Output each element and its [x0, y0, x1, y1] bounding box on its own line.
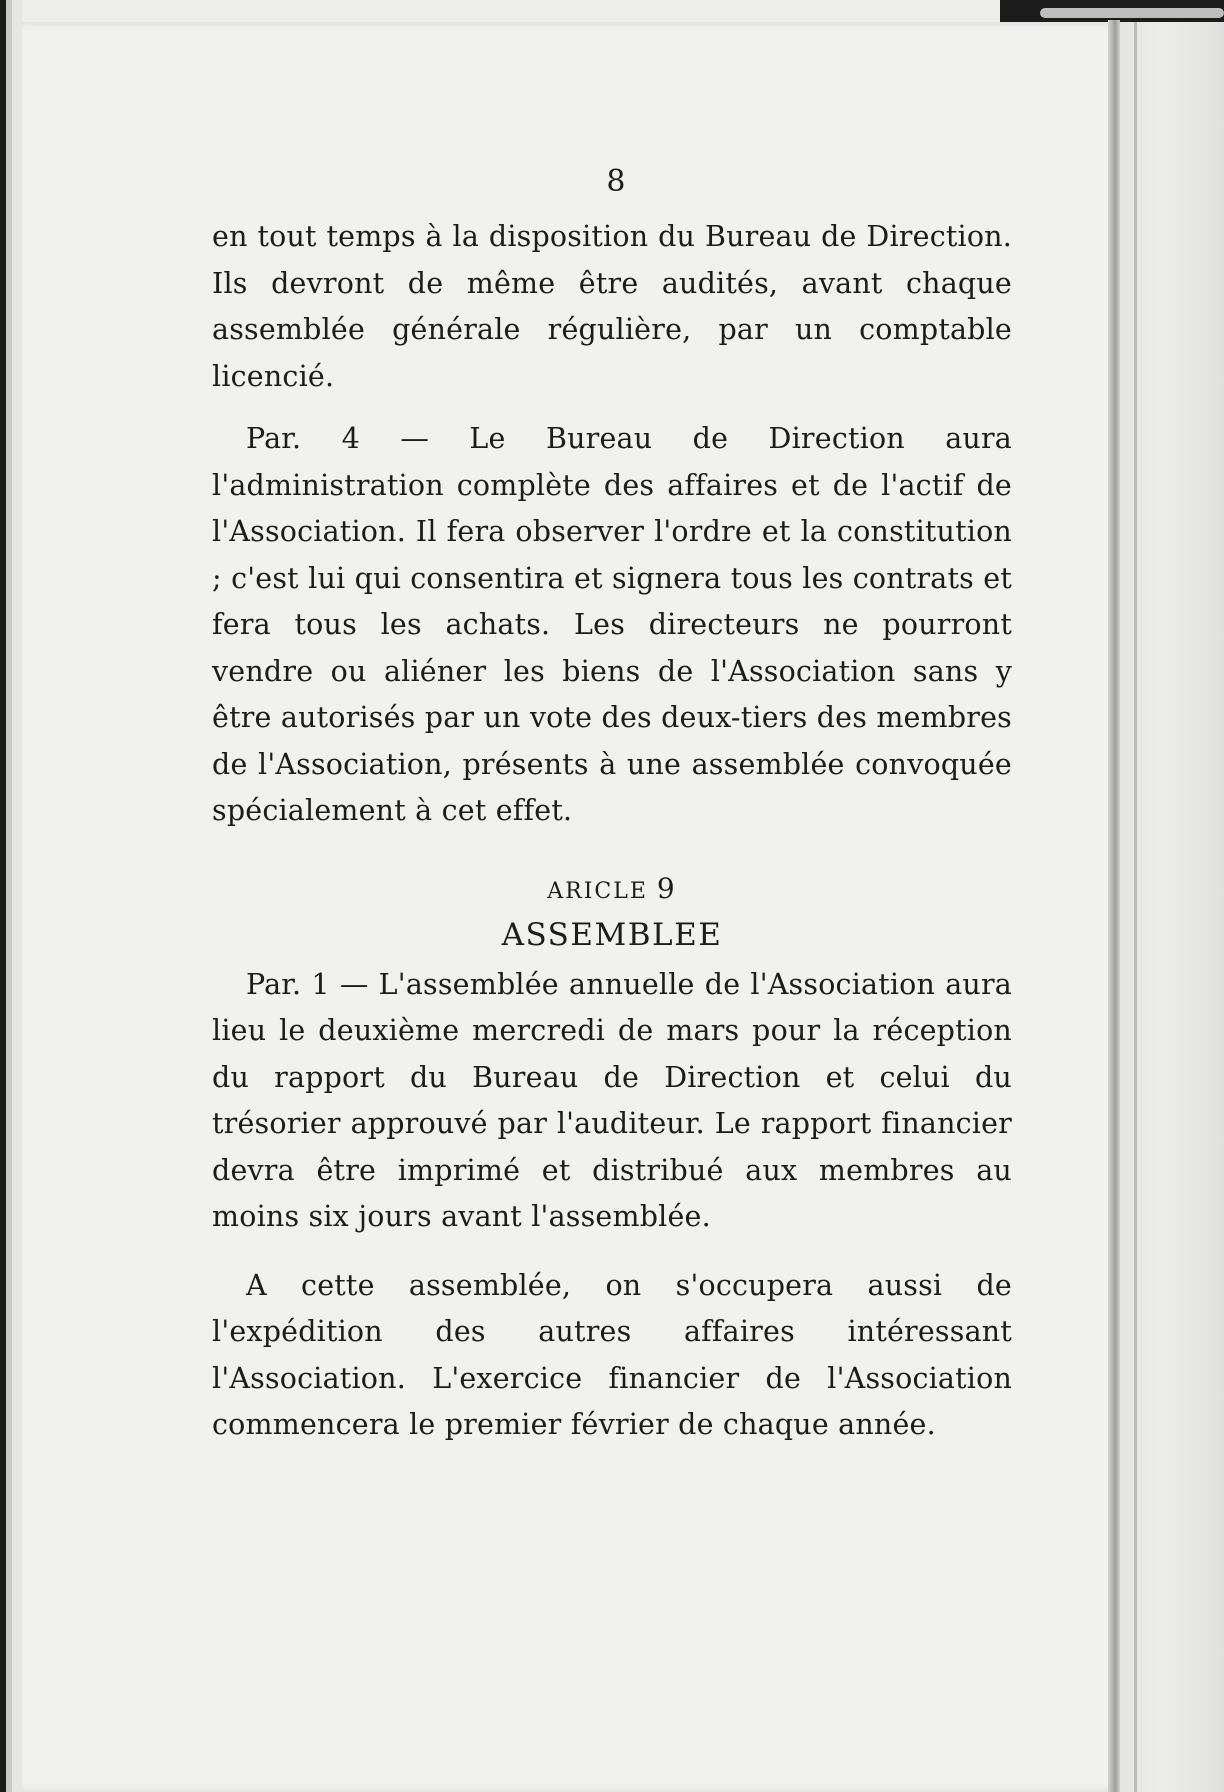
article-heading: [212, 869, 1012, 912]
article-label: ARICLE: [547, 878, 648, 904]
paragraph-par-4: Par. 4 — Le Bureau de Direction aura l'administration complète des affaires et de l'actif de l'Association. Il fera observer l'ordre et la constitution ; c'est lui qui consentira et signera tous les contrats et fera tous les achats. Les directeurs ne pourront vendre ou aliéner les biens de l'Association sans y être autorisés par un vote des deux-tiers des membres de l'Association, présents à une assemblée convoquée spécialement à cet effet.: [212, 422, 1012, 827]
paragraph-continuation: en tout temps à la disposition du Bureau de Direction. Ils devront de même être audités, avant chaque assemblée générale régulière, par un comptable licencié.: [212, 220, 1012, 393]
page-fold-shadow: [1108, 20, 1120, 1792]
page-text: [212, 162, 1012, 1449]
scan-left-border: [0, 0, 22, 1792]
next-page-edge: [1120, 22, 1224, 1792]
paragraph-par-1: Par. 1 — L'assemblée annuelle de l'Association aura lieu le deuxième mercredi de mars pour la réception du rapport du Bureau de Direction et celui du trésorier approuvé par l'auditeur. Le rapport financier devra être imprimé et distribué aux membres au moins six jours avant l'assemblée.: [212, 967, 1012, 1233]
scan-top-border: [1000, 0, 1224, 22]
article-number: 9: [656, 871, 677, 905]
paragraph-assembly-business: A cette assemblée, on s'occupera aussi de l'expédition des autres affaires intéressant l'Association. L'exercice financier de l'Association commencera le premier février de chaque année.: [212, 1268, 1012, 1441]
article-title: ASSEMBLEE: [501, 916, 723, 953]
page-number: 8: [606, 164, 626, 199]
